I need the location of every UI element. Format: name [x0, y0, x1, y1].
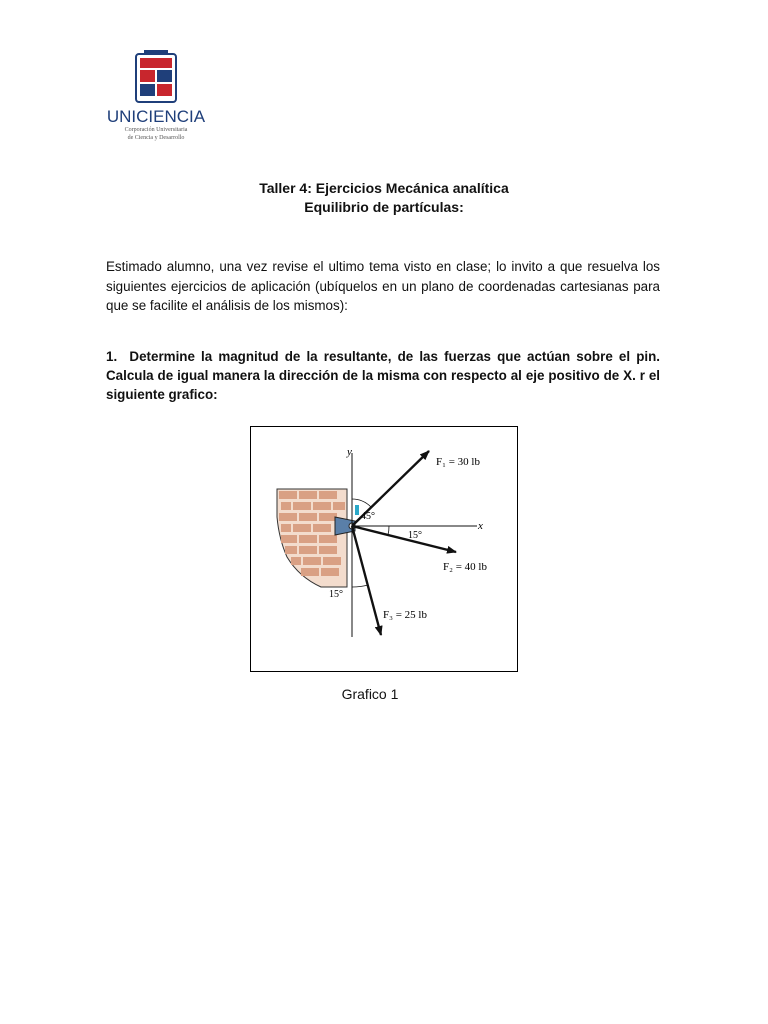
- brick-wall: [277, 489, 347, 587]
- force-f3-label: F₃ = 25 lb: [383, 609, 427, 621]
- force-f2-label: F₂ = 40 lb: [443, 561, 487, 573]
- question-text: Determine la magnitud de la resultante, de las fuerzas que actúan sobre el pin. Calcula de igual manera la dirección de la misma con respecto al eje positivo de X. r el siguiente grafico:: [106, 349, 660, 402]
- angle-arc-15-right: [388, 526, 389, 535]
- question-number: 1.: [106, 349, 118, 364]
- force-f3-arrow: [352, 526, 381, 635]
- university-seal-icon: [134, 50, 178, 106]
- page-title: Taller 4: Ejercicios Mecánica analítica: [259, 180, 509, 196]
- angle-45-label: 45°: [361, 511, 375, 522]
- logo-name: UNICIENCIA: [106, 107, 206, 126]
- page-subtitle: Equilibrio de partículas:: [304, 199, 464, 215]
- angle-15-left-label: 15°: [329, 589, 343, 600]
- force-f2-arrow: [352, 526, 456, 552]
- logo-subtitle-line2: de Ciencia y Desarrollo: [127, 135, 185, 141]
- logo-subtitle-line1: Corporación Universitaria: [124, 127, 188, 133]
- force-f1-label: F₁ = 30 lb: [436, 456, 480, 468]
- figure-caption: Grafico 1: [341, 686, 399, 702]
- force-diagram: [250, 426, 518, 672]
- angle-15-right-label: 15°: [408, 530, 422, 541]
- accent-marker: [355, 505, 359, 515]
- logo-subtitle: [104, 126, 208, 142]
- angle-arc-15-left: [352, 585, 368, 587]
- x-axis-label: x: [478, 520, 483, 532]
- angle-arc-45: [352, 499, 371, 507]
- intro-paragraph: Estimado alumno, una vez revise el ultimo tema visto en clase; lo invito a que resuelva los siguientes ejercicios de aplicación (ubíquelos en un plano de coordenadas cartesianas para que se facilite el análisis de los mismos):: [106, 259, 660, 313]
- university-logo: [104, 50, 208, 146]
- force-diagram-svg: [251, 427, 519, 673]
- question-1: [106, 347, 660, 404]
- y-axis-label: y: [347, 446, 352, 458]
